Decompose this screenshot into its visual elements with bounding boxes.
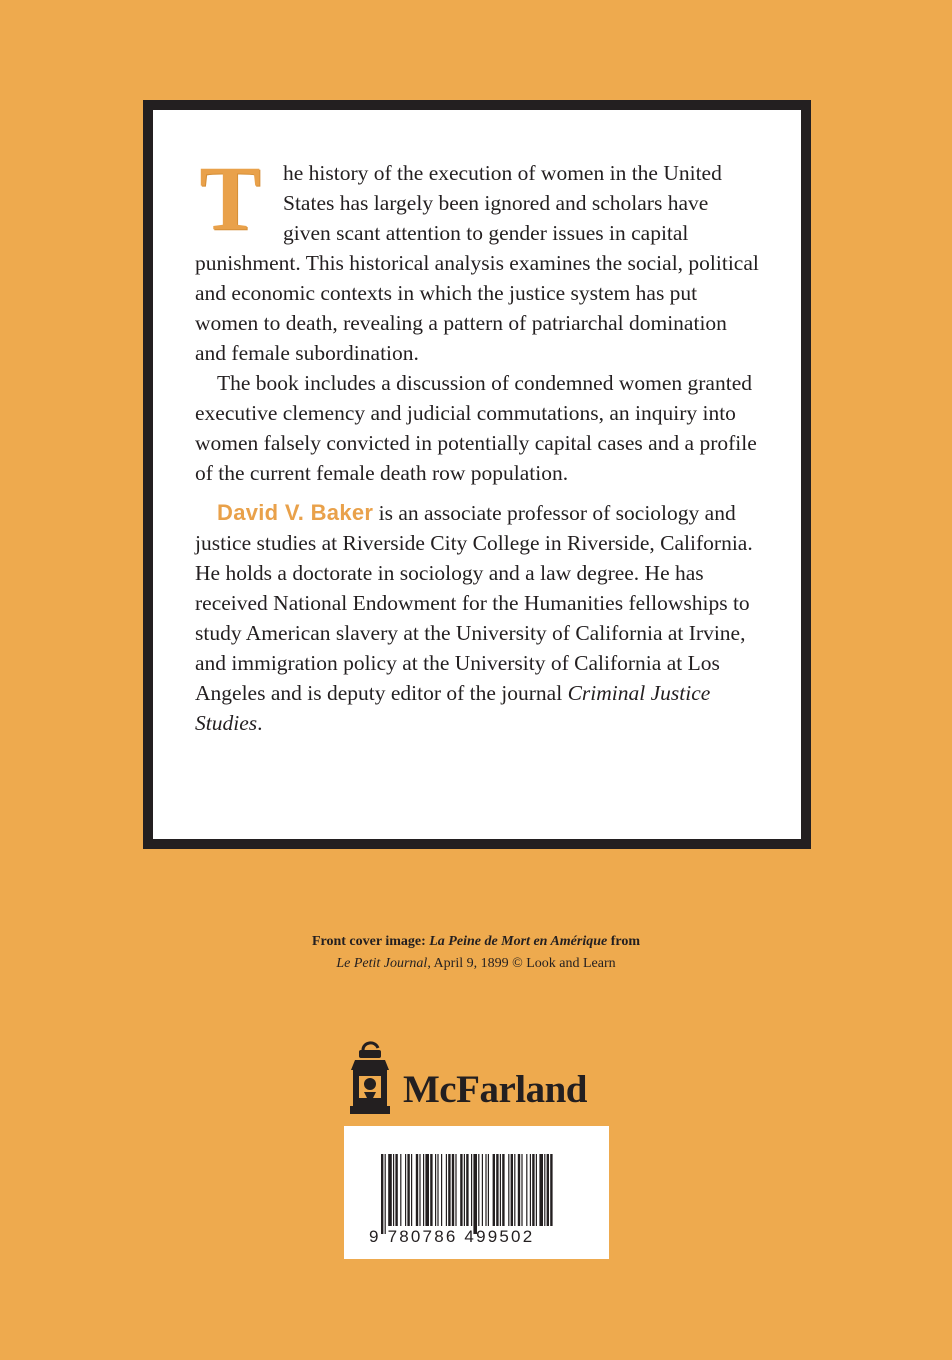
barcode-bar [539,1154,543,1226]
barcode-bar [488,1154,489,1226]
journal-title: Criminal Justice Studies [195,681,711,735]
barcode-bar [430,1154,432,1226]
author-bio-end: . [257,711,263,735]
author-bio-text: is an associate professor of sociology and justice studies at Riverside City College in Riverside, California. He holds a doctorate in sociology and a law degree. He has received National Endowment for the Humanities fellowships to study American slavery at the University of California at Irvine, and immigration policy at the University of California at Los Angeles and is deputy editor of the journal [195,501,753,705]
barcode-bar [536,1154,537,1226]
barcode-bar [496,1154,498,1226]
barcode-bar [521,1154,522,1226]
barcode-bar [547,1154,549,1226]
barcode-bar [502,1154,504,1226]
barcode-bar [482,1154,483,1226]
barcode-bar [385,1154,386,1234]
barcode-bar [508,1154,509,1226]
description-panel [153,110,801,839]
barcode-bar [416,1154,418,1226]
barcode-bar [518,1154,520,1226]
author-bio [195,498,761,738]
barcode-bar [448,1154,450,1226]
credit-line-1 [0,931,952,953]
barcode-bar [423,1154,424,1226]
barcode-bar [550,1154,552,1226]
barcode-bar [526,1154,527,1226]
credit-date: , April 9, 1899 © Look and Learn [427,956,616,971]
isbn-barcode [344,1126,609,1259]
barcode-bar [544,1154,545,1226]
description-box [143,100,811,849]
barcode-bar [435,1154,436,1226]
barcode-bar [393,1154,394,1226]
lantern-icon [345,1040,395,1116]
publisher-logo [345,1040,615,1116]
barcode-bar [500,1154,501,1226]
publisher-name: McFarland [403,1068,587,1111]
barcode-bar [532,1154,534,1226]
barcode-bar [388,1154,392,1226]
barcode-bar [530,1154,531,1226]
barcode-bar [425,1154,429,1226]
barcode-bar [411,1154,412,1226]
barcode-bar [471,1154,472,1226]
barcode-bar [419,1154,420,1226]
barcode-bar [464,1154,465,1226]
credit-line-2 [0,953,952,975]
barcode-bar [455,1154,456,1226]
barcode-bar [460,1154,462,1226]
author-name: David V. Baker [217,500,374,525]
cover-image-credit [0,931,952,975]
barcode-bar [473,1154,477,1234]
barcode-bar [395,1154,397,1226]
credit-label: Front cover image: [311,934,430,949]
barcode-bar [446,1154,447,1226]
barcode-bar [514,1154,515,1226]
description-text-1: he history of the execution of women in the United States has largely been ignored and scholars have given scant attention to gender issues in capital punishment. This historical analysis examines the social, political and economic contexts in which the justice system has put women to death, revealing a pattern of patriarchal domination and female subordination. [195,161,759,365]
barcode-bar [478,1154,479,1226]
barcode-bar [452,1154,454,1226]
barcode-bar [511,1154,513,1226]
credit-from: from [607,934,641,949]
barcode-bar [400,1154,401,1226]
credit-source: Le Petit Journal [336,956,428,971]
description-paragraph-1 [195,147,761,368]
barcode-bar [437,1154,438,1226]
credit-image-title: La Peine de Mort en Amérique [429,934,608,949]
description-paragraph-2: The book includes a discussion of condemned women granted executive clemency and judicial commutations, an inquiry into women falsely convicted in potentially capital cases and a profile of the current female death row population. [195,371,757,485]
barcode-bar [407,1154,409,1226]
barcode-bar [405,1154,406,1226]
barcode-bar [485,1154,486,1226]
isbn-number: 9 780786 499502 [369,1227,535,1246]
barcode-bar [441,1154,442,1226]
dropcap-letter: T [199,147,261,249]
barcode-bar [493,1154,495,1226]
barcode-bar [381,1154,383,1234]
barcode-bar [466,1154,468,1226]
